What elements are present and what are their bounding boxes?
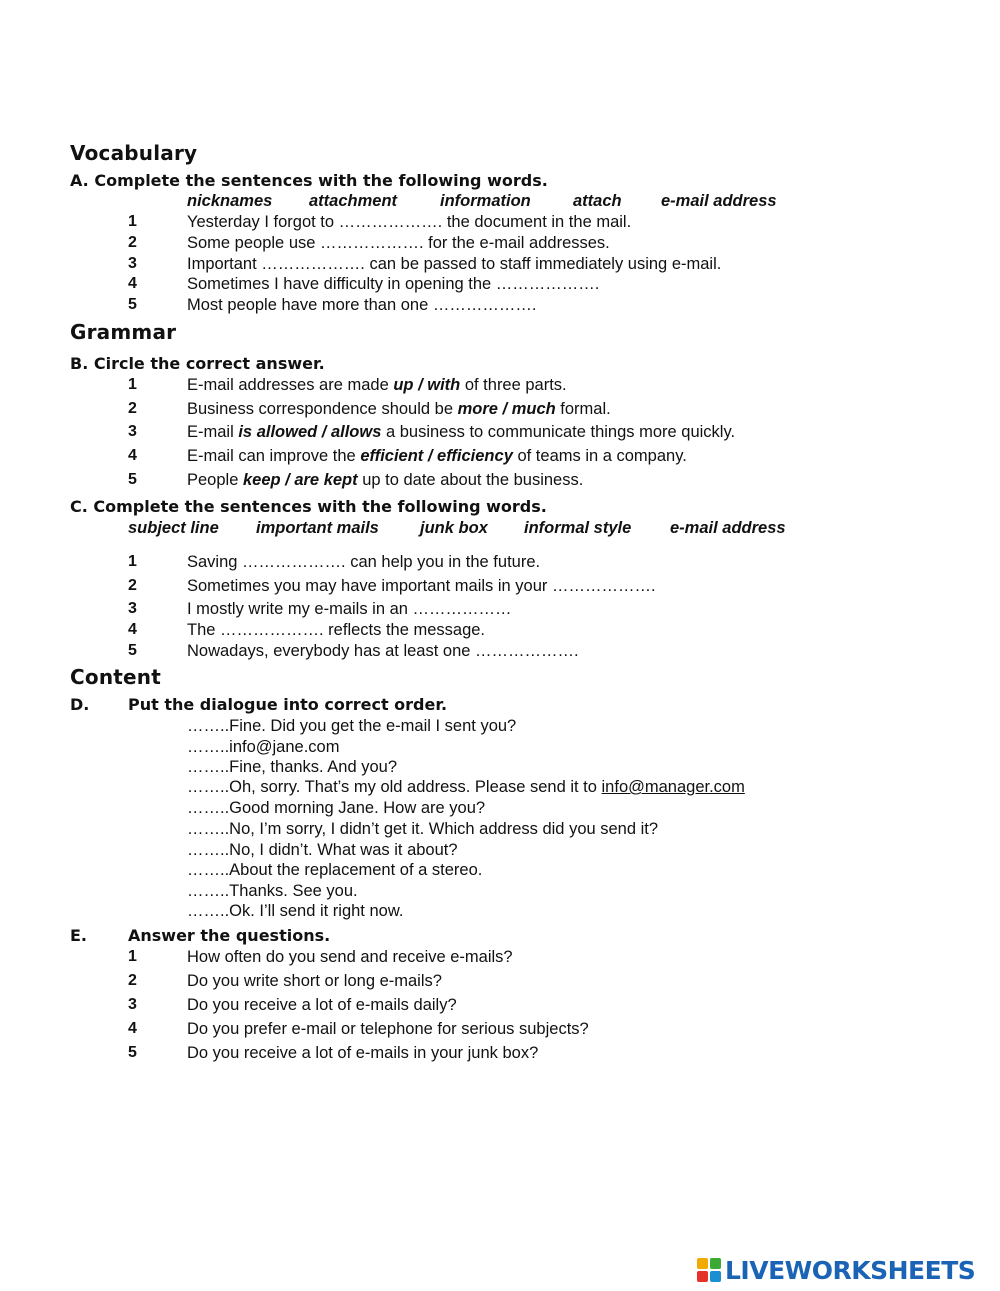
item-number: 5: [128, 1044, 137, 1061]
word-bank-a-4: attach: [573, 192, 622, 210]
item-number: 4: [128, 275, 137, 292]
sentence-c-5: Nowadays, everybody has at least one ……………….: [187, 642, 579, 660]
item-number: 3: [128, 600, 137, 617]
sentence-b-4: E-mail can improve the efficient / efficiency of teams in a company.: [187, 447, 687, 465]
choice-b-1[interactable]: up / with: [393, 376, 461, 394]
item-number: 2: [128, 577, 137, 594]
instruction-e: Answer the questions.: [128, 926, 331, 945]
item-number: 4: [128, 621, 137, 638]
word-bank-c-3: junk box: [420, 519, 488, 537]
item-number: 1: [128, 376, 137, 393]
sentence-a-1: Yesterday I forgot to ………………. the document in the mail.: [187, 213, 632, 231]
sentence-c-3: I mostly write my e-mails in an ………………: [187, 600, 512, 618]
instruction-c: C. Complete the sentences with the following words.: [70, 497, 547, 516]
item-number: 5: [128, 296, 137, 313]
heading-content: Content: [70, 665, 161, 689]
sentence-b-1: E-mail addresses are made up / with of three parts.: [187, 376, 567, 394]
item-number: 5: [128, 642, 137, 659]
word-bank-c-1: subject line: [128, 519, 219, 537]
item-number: 3: [128, 255, 137, 272]
dialogue-line-4[interactable]: ……..Oh, sorry. That’s my old address. Please send it to info@manager.com: [187, 778, 745, 796]
section-e-label: E.: [70, 926, 88, 945]
item-number: 3: [128, 996, 137, 1013]
sentence-c-1: Saving ………………. can help you in the future.: [187, 553, 541, 571]
item-number: 2: [128, 972, 137, 989]
item-number: 4: [128, 447, 137, 464]
word-bank-a-3: information: [440, 192, 531, 210]
sentence-a-2: Some people use ………………. for the e-mail addresses.: [187, 234, 610, 252]
question-e-5: Do you receive a lot of e-mails in your junk box?: [187, 1044, 539, 1062]
item-number: 3: [128, 423, 137, 440]
liveworksheets-logo: [697, 1255, 975, 1285]
question-e-2: Do you write short or long e-mails?: [187, 972, 442, 990]
section-d-label: D.: [70, 695, 90, 714]
dialogue-line-1[interactable]: ……..Fine. Did you get the e-mail I sent you?: [187, 717, 517, 735]
sentence-a-4: Sometimes I have difficulty in opening the ……………….: [187, 275, 600, 293]
sentence-a-3: Important ………………. can be passed to staff immediately using e-mail.: [187, 255, 722, 273]
item-number: 1: [128, 948, 137, 965]
question-e-4: Do you prefer e-mail or telephone for serious subjects?: [187, 1020, 589, 1038]
sentence-c-2: Sometimes you may have important mails in your ……………….: [187, 577, 656, 595]
word-bank-c-4: informal style: [524, 519, 632, 537]
choice-b-2[interactable]: more / much: [457, 400, 556, 418]
item-number: 2: [128, 400, 137, 417]
email-link[interactable]: info@manager.com: [601, 778, 745, 796]
question-e-3: Do you receive a lot of e-mails daily?: [187, 996, 457, 1014]
choice-b-3[interactable]: is allowed / allows: [238, 423, 382, 441]
dialogue-line-6[interactable]: ……..No, I’m sorry, I didn’t get it. Which address did you send it?: [187, 820, 659, 838]
sentence-b-3: E-mail is allowed / allows a business to communicate things more quickly.: [187, 423, 736, 441]
heading-vocabulary: Vocabulary: [70, 141, 198, 165]
dialogue-line-10[interactable]: ……..Ok. I’ll send it right now.: [187, 902, 404, 920]
dialogue-line-5[interactable]: ……..Good morning Jane. How are you?: [187, 799, 486, 817]
word-bank-a-5: e-mail address: [661, 192, 777, 210]
word-bank-c-5: e-mail address: [670, 519, 786, 537]
sentence-a-5: Most people have more than one ……………….: [187, 296, 537, 314]
word-bank-a-2: attachment: [309, 192, 398, 210]
sentence-b-5: People keep / are kept up to date about the business.: [187, 471, 584, 489]
question-e-1: How often do you send and receive e-mails?: [187, 948, 513, 966]
sentence-c-4: The ………………. reflects the message.: [187, 621, 486, 639]
item-number: 5: [128, 471, 137, 488]
instruction-a: A. Complete the sentences with the following words.: [70, 171, 548, 190]
dialogue-line-7[interactable]: ……..No, I didn’t. What was it about?: [187, 841, 458, 859]
item-number: 1: [128, 553, 137, 570]
instruction-b: B. Circle the correct answer.: [70, 354, 325, 373]
word-bank-c-2: important mails: [256, 519, 379, 537]
heading-grammar: Grammar: [70, 320, 177, 344]
dialogue-line-9[interactable]: ……..Thanks. See you.: [187, 882, 358, 900]
choice-b-4[interactable]: efficient / efficiency: [360, 447, 513, 465]
item-number: 2: [128, 234, 137, 251]
logo-blocks-icon: [697, 1258, 721, 1282]
item-number: 4: [128, 1020, 137, 1037]
instruction-d: Put the dialogue into correct order.: [128, 695, 448, 714]
dialogue-line-8[interactable]: ……..About the replacement of a stereo.: [187, 861, 483, 879]
choice-b-5[interactable]: keep / are kept: [242, 471, 358, 489]
sentence-b-2: Business correspondence should be more / much formal.: [187, 400, 611, 418]
dialogue-line-3[interactable]: ……..Fine, thanks. And you?: [187, 758, 398, 776]
word-bank-a-1: nicknames: [187, 192, 273, 210]
logo-text: LIVEWORKSHEETS: [725, 1255, 976, 1285]
dialogue-line-2[interactable]: ……..info@jane.com: [187, 738, 340, 756]
item-number: 1: [128, 213, 137, 230]
